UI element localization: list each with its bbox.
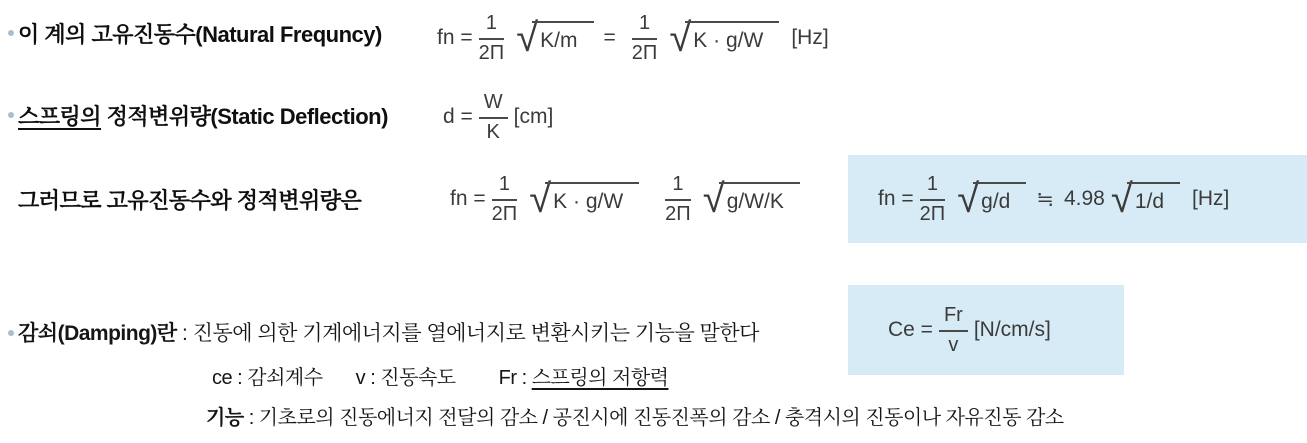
heading-rest: 정적변위량(Static Deflection) — [101, 104, 388, 129]
formula-lhs: fn = — [878, 187, 914, 210]
radicand: K/m — [532, 21, 593, 53]
damping-description: : 진동에 의한 기계에너지를 열에너지로 변환시키는 기능을 말한다 — [176, 322, 759, 345]
fraction-denominator: 2Π — [665, 202, 691, 225]
formula-unit: [Hz] — [1192, 187, 1230, 210]
fraction-numerator: 1 — [665, 173, 691, 201]
fraction-numerator: 1 — [479, 12, 505, 40]
formula-highlight-frequency — [878, 173, 1229, 226]
approx-equals-sign: ≒ — [1036, 187, 1054, 211]
formula-unit: [N/cm/s] — [973, 318, 1051, 341]
bullet-icon — [8, 30, 14, 36]
damping-functions — [206, 401, 1064, 430]
radicand: K · g/W — [545, 182, 639, 214]
formula-lhs: fn = — [450, 187, 486, 210]
fraction-denominator: 2Π — [919, 202, 946, 225]
functions-label: 기능 — [206, 407, 244, 429]
formula-conclusion — [450, 158, 800, 240]
damping-definition — [18, 317, 759, 347]
heading-underlined-word: 스프링의 — [18, 104, 102, 129]
radicand: g/W/K — [719, 182, 800, 214]
legend-spring-resistance-label: Fr : — [498, 367, 532, 389]
fraction — [492, 173, 518, 226]
formula-lhs: fn = — [437, 26, 473, 49]
square-root — [957, 179, 1026, 219]
radical-icon: √ — [702, 177, 725, 221]
highlight-box-frequency-deflection — [848, 155, 1307, 243]
formula-static-deflection — [443, 84, 553, 150]
legend-vibration-velocity: v : 진동속도 — [355, 367, 456, 389]
bullet-icon — [8, 330, 14, 336]
heading-natural-frequency: 이 계의 고유진동수(Natural Frequncy) — [18, 22, 382, 47]
fraction-denominator: v — [948, 333, 959, 356]
fraction — [479, 91, 508, 144]
formula-lhs: d = — [443, 105, 473, 128]
radical-icon: √ — [516, 16, 539, 60]
damping-legend — [212, 361, 669, 390]
square-root — [703, 179, 800, 219]
square-root — [1111, 179, 1180, 219]
legend-spring-resistance-value: 스프링의 저항력 — [531, 367, 669, 389]
equals-sign: = — [603, 26, 616, 49]
formula-unit: [Hz] — [791, 26, 829, 49]
radicand: 1/d — [1127, 182, 1180, 214]
fraction-denominator: 2Π — [631, 41, 658, 64]
fraction-denominator: 2Π — [478, 41, 505, 64]
fraction-numerator: W — [479, 91, 508, 119]
fraction-numerator: Fr — [939, 304, 968, 332]
legend-damping-coefficient: ce : 감쇠계수 — [212, 367, 323, 389]
coefficient: 4.98 — [1063, 187, 1105, 210]
fraction — [939, 304, 968, 357]
heading-static-deflection — [18, 100, 388, 131]
radical-icon: √ — [957, 177, 980, 221]
formula-natural-frequency — [437, 8, 829, 68]
radicand: K · g/W — [685, 21, 779, 53]
fraction-numerator: 1 — [492, 173, 518, 201]
radicand: g/d — [973, 182, 1026, 214]
fraction-denominator: 2Π — [491, 202, 518, 225]
square-root — [529, 179, 639, 219]
highlight-box-damping-coefficient — [848, 285, 1124, 375]
square-root — [516, 18, 593, 58]
formula-unit: [cm] — [513, 105, 554, 128]
fraction-denominator: K — [486, 120, 500, 143]
square-root — [669, 18, 779, 58]
radical-icon: √ — [1110, 177, 1133, 221]
functions-text: : 기초로의 진동에너지 전달의 감소 / 공진시에 진동진폭의 감소 / 충격시의 진동이나 자유진동 감소 — [243, 407, 1064, 429]
radical-icon: √ — [669, 16, 692, 60]
fraction-numerator: 1 — [920, 173, 946, 201]
fraction-numerator: 1 — [632, 12, 658, 40]
fraction — [665, 173, 691, 226]
bullet-icon — [8, 112, 14, 118]
heading-conclusion: 그러므로 고유진동수와 정적변위량은 — [18, 188, 362, 213]
formula-damping-coefficient — [888, 304, 1051, 357]
radical-icon: √ — [529, 177, 552, 221]
damping-term: 감쇠(Damping)란 — [18, 322, 177, 345]
fraction — [632, 12, 658, 65]
fraction — [920, 173, 946, 226]
formula-lhs: Ce = — [888, 318, 933, 341]
fraction — [479, 12, 505, 65]
